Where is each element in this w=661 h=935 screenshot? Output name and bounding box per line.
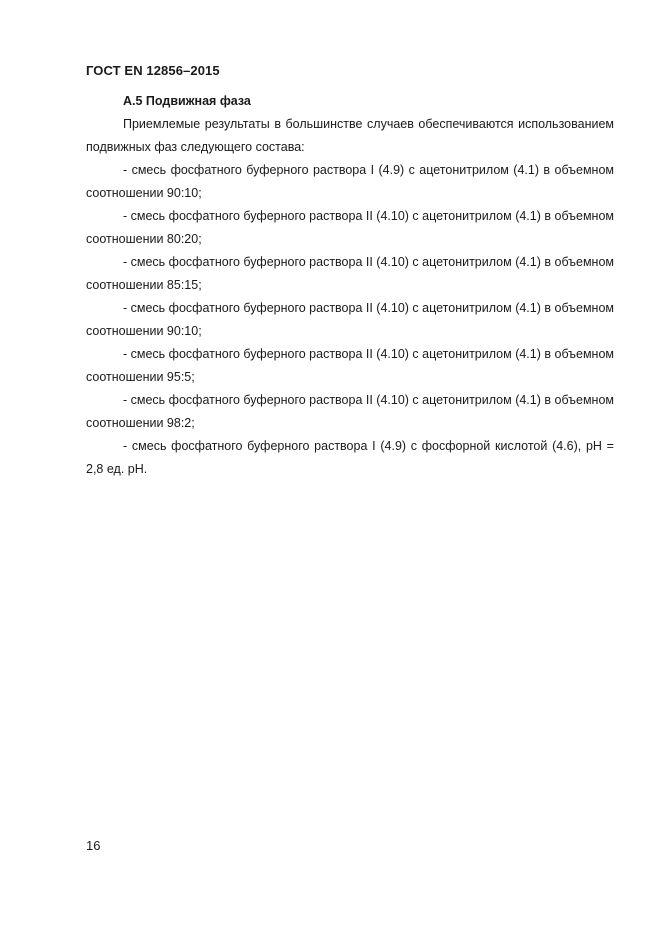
list-item: - смесь фосфатного буферного раствора II (4.10) с ацетонитрилом (4.1) в объемном соотношении 80:20; xyxy=(86,209,614,246)
document-header: ГОСТ EN 12856–2015 xyxy=(86,63,220,78)
list-item: - смесь фосфатного буферного раствора II (4.10) с ацетонитрилом (4.1) в объемном соотношении 98:2; xyxy=(86,393,614,430)
list-item: - смесь фосфатного буферного раствора I (4.9) с фосфорной кислотой (4.6), pH = 2,8 ед. pH. xyxy=(86,439,614,476)
section-content xyxy=(86,90,614,481)
list-item: - смесь фосфатного буферного раствора II (4.10) с ацетонитрилом (4.1) в объемном соотношении 95:5; xyxy=(86,347,614,384)
list-item: - смесь фосфатного буферного раствора I (4.9) с ацетонитрилом (4.1) в объемном соотношении 90:10; xyxy=(86,163,614,200)
list-item: - смесь фосфатного буферного раствора II (4.10) с ацетонитрилом (4.1) в объемном соотношении 90:10; xyxy=(86,301,614,338)
section-title: А.5 Подвижная фаза xyxy=(123,94,251,108)
page-number: 16 xyxy=(86,838,101,853)
intro-paragraph: Приемлемые результаты в большинстве случаев обеспечиваются использованием подвижных фаз следующего состава: xyxy=(86,117,614,154)
list-item: - смесь фосфатного буферного раствора II (4.10) с ацетонитрилом (4.1) в объемном соотношении 85:15; xyxy=(86,255,614,292)
